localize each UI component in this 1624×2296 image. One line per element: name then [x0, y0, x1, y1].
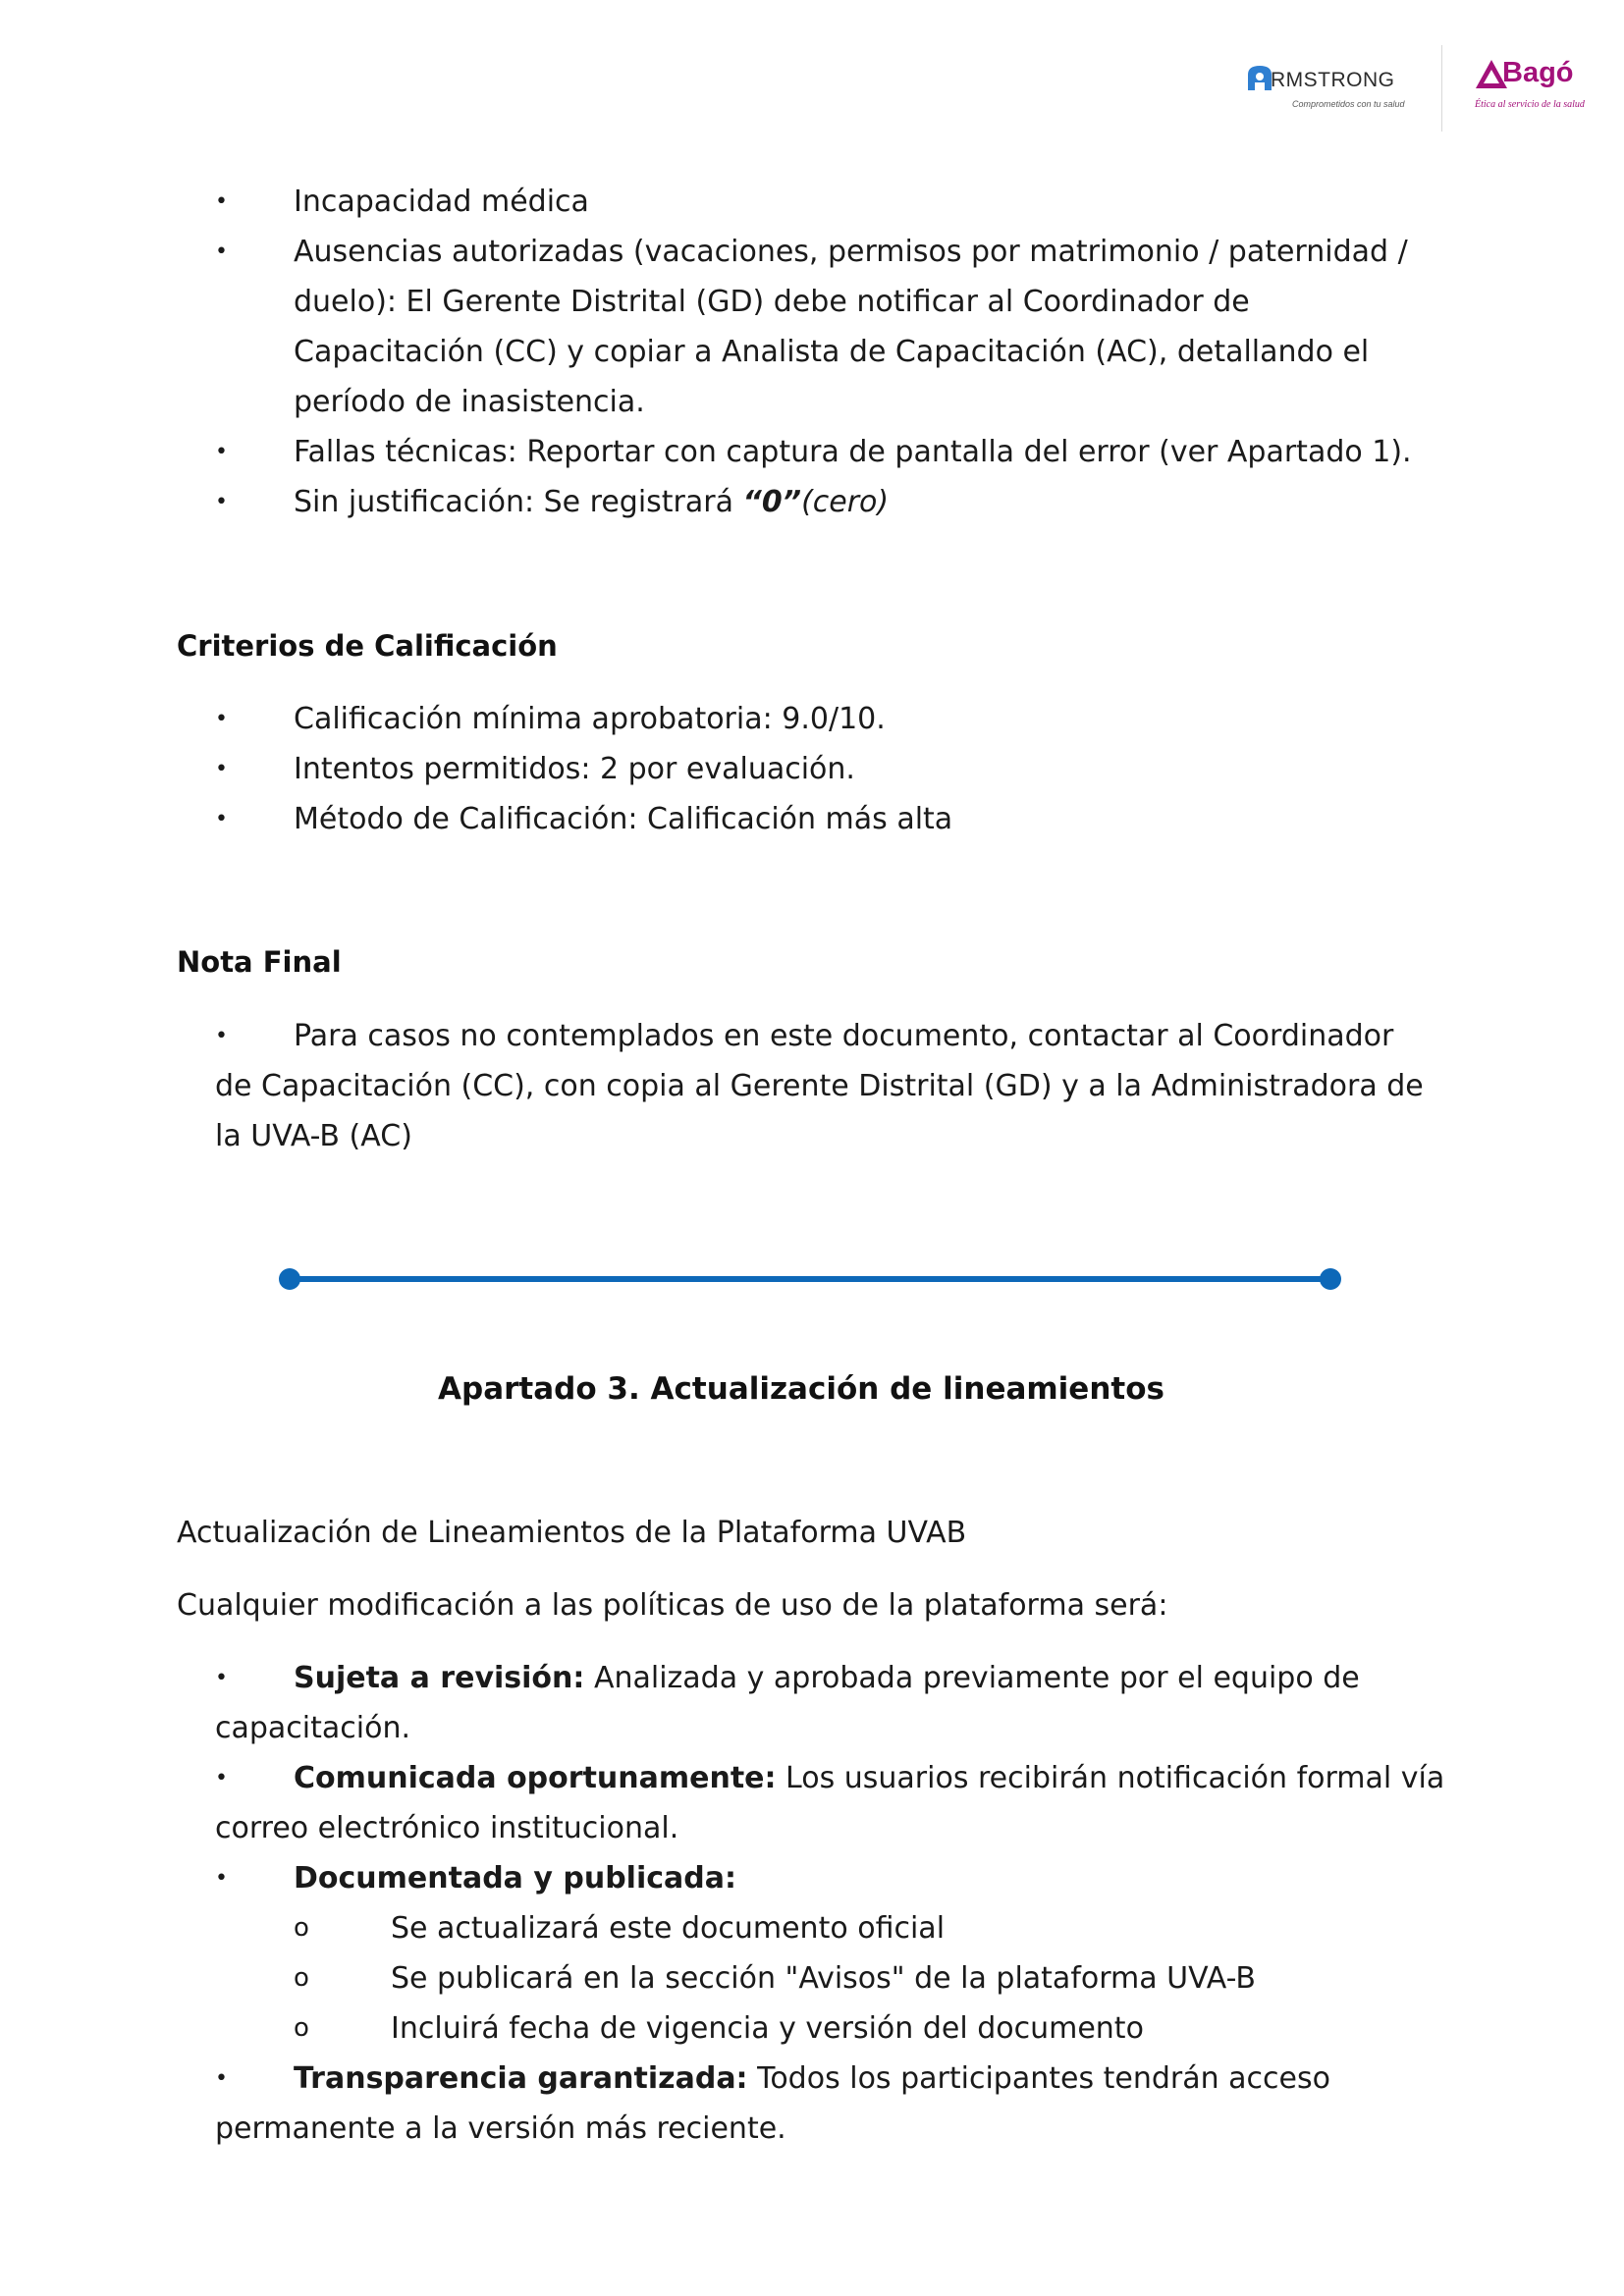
list-item [294, 1653, 1360, 1703]
subbullet-icon: o [294, 1963, 309, 1993]
list-item-continuation: permanente a la versión más reciente. [215, 2111, 786, 2146]
list-item-line: Para casos no contemplados en este documento, contactar al Coordinador [294, 1019, 1394, 1053]
list-item-text: Los usuarios recibirán notificación formal vía [776, 1761, 1445, 1795]
list-item-line: período de inasistencia. [294, 385, 645, 419]
list-item-label: Comunicada oportunamente: [294, 1761, 777, 1795]
bullet-icon: • [215, 707, 228, 731]
bullet-icon: • [215, 807, 228, 831]
section-divider [275, 1264, 1345, 1294]
bullet-icon: • [215, 2066, 228, 2091]
armstrong-wordmark: RMSTRONG [1271, 69, 1395, 91]
list-item-continuation: correo electrónico institucional. [215, 1811, 679, 1845]
armstrong-tagline: Comprometidos con tu salud [1292, 99, 1405, 109]
divider-endpoint-left [279, 1268, 300, 1290]
list-item-line: duelo): El Gerente Distrital (GD) debe notificar al Coordinador de [294, 285, 1250, 319]
bago-wordmark: Bagó [1502, 57, 1574, 88]
bullet-icon: • [215, 1666, 228, 1690]
bullet-icon: • [215, 757, 228, 781]
list-item-prefix: Sin justificación: Se registrará [294, 485, 743, 519]
bullet-icon: • [215, 440, 228, 464]
list-item-label: Transparencia garantizada: [294, 2061, 748, 2096]
bago-logo [1475, 59, 1602, 118]
nota-final-heading: Nota Final [177, 945, 342, 979]
sub-list-item: Se actualizará este documento oficial [391, 1911, 946, 1946]
zero-value: “0” [742, 485, 802, 519]
list-item [294, 477, 889, 527]
list-item [294, 2054, 1330, 2104]
bago-tagline: Ética al servicio de la salud [1475, 99, 1585, 110]
sub-list-item: Incluirá fecha de vigencia y versión del documento [391, 2011, 1144, 2046]
sub-list-item: Se publicará en la sección "Avisos" de la plataforma UVA-B [391, 1961, 1256, 1996]
list-item: Incapacidad médica [294, 185, 589, 219]
list-item: Intentos permitidos: 2 por evaluación. [294, 752, 855, 786]
logo-divider [1441, 45, 1442, 132]
list-item: Método de Calificación: Calificación más alta [294, 802, 953, 836]
list-item-line: Ausencias autorizadas (vacaciones, permisos por matrimonio / paternidad / [294, 235, 1408, 269]
list-item-label: Sujeta a revisión: [294, 1661, 585, 1695]
criterios-heading: Criterios de Calificación [177, 629, 558, 663]
list-item-line: de Capacitación (CC), con copia al Gerente Distrital (GD) y a la Administradora de [215, 1069, 1424, 1103]
zero-note: (cero) [801, 485, 890, 519]
list-item-line: Capacitación (CC) y copiar a Analista de Capacitación (AC), detallando el [294, 335, 1370, 369]
list-item-text: Todos los participantes tendrán acceso [747, 2061, 1330, 2096]
subbullet-icon: o [294, 1913, 309, 1943]
bullet-icon: • [215, 189, 228, 214]
bullet-icon: • [215, 490, 228, 514]
list-item-continuation: capacitación. [215, 1711, 411, 1745]
list-item: Fallas técnicas: Reportar con captura de pantalla del error (ver Apartado 1). [294, 435, 1412, 469]
bullet-icon: • [215, 1866, 228, 1891]
bullet-icon: • [215, 1024, 228, 1048]
section-lead: Cualquier modificación a las políticas de uso de la plataforma será: [177, 1588, 1168, 1623]
list-item-text: Analizada y aprobada previamente por el equipo de [584, 1661, 1360, 1695]
section-intro: Actualización de Lineamientos de la Plataforma UVAB [177, 1516, 967, 1550]
armstrong-logo [1245, 61, 1418, 112]
list-item-label: Documentada y publicada: [294, 1861, 736, 1896]
subbullet-icon: o [294, 2013, 309, 2043]
divider-endpoint-right [1320, 1268, 1341, 1290]
section-title: Apartado 3. Actualización de lineamientos [438, 1371, 1164, 1407]
bullet-icon: • [215, 1766, 228, 1790]
bullet-icon: • [215, 240, 228, 264]
list-item [294, 1853, 736, 1903]
list-item-line: la UVA-B (AC) [215, 1119, 412, 1153]
list-item [294, 1753, 1444, 1803]
list-item: Calificación mínima aprobatoria: 9.0/10. [294, 702, 886, 736]
